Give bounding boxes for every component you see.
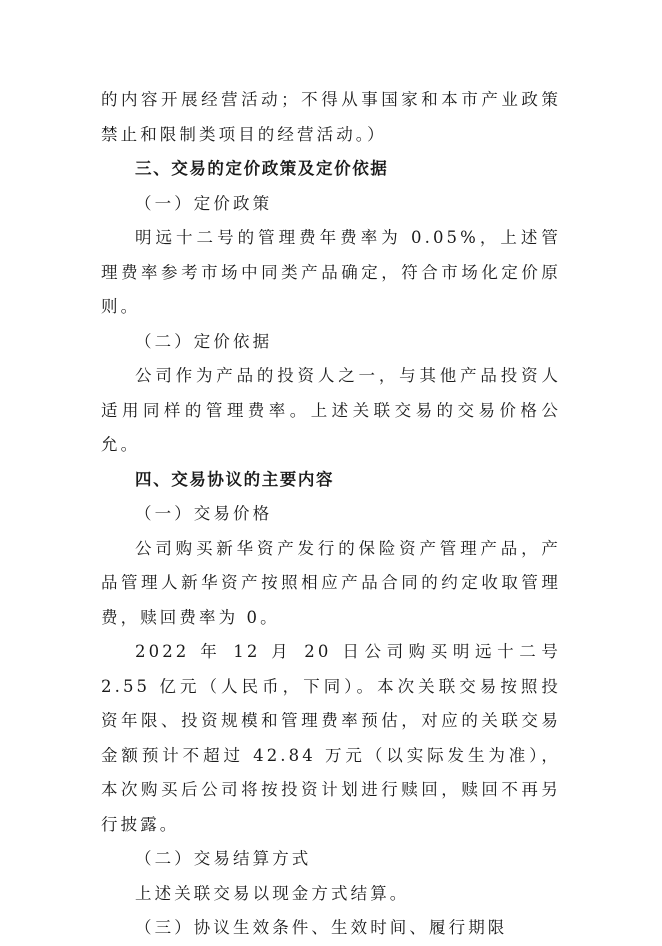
- section-3-heading: 三、交易的定价政策及定价依据: [135, 159, 389, 178]
- section-4-3-title: （三）协议生效条件、生效时间、履行期限: [135, 918, 508, 937]
- section-4-2-body: 上述关联交易以现金方式结算。: [135, 883, 410, 903]
- section-4-1-body-1: 公司购买新华资产发行的保险资产管理产品，产品管理人新华资产按照相应产品合同的约定收取管理费，赎回费率为 0。: [101, 538, 561, 627]
- section-4-2-title: （二）交易结算方式: [135, 849, 312, 868]
- continuation-paragraph: 的内容开展经营活动；不得从事国家和本市产业政策禁止和限制类项目的经营活动。）: [101, 90, 561, 144]
- document-page: [101, 83, 561, 946]
- section-3-2-body: 公司作为产品的投资人之一，与其他产品投资人适用同样的管理费率。上述关联交易的交易价格公允。: [101, 366, 561, 454]
- section-3-1-title: （一）定价政策: [135, 193, 273, 213]
- section-3-1-body: 明远十二号的管理费年费率为 0.05%，上述管理费率参考市场中同类产品确定，符合市场化定价原则。: [101, 228, 561, 316]
- section-4-heading: 四、交易协议的主要内容: [135, 469, 335, 489]
- section-4-1-body-2: 2022 年 12 月 20 日公司购买明远十二号 2.55 亿元（人民币，下同）。本次关联交易按照投资年限、投资规模和管理费率预估，对应的关联交易金额预计不超过 42.84 万元（以实际发生为准），本次购买后公司将按投资计划进行赎回，赎回不再另行披露。: [101, 642, 561, 834]
- section-4-1-title: （一）交易价格: [135, 504, 273, 523]
- section-3-2-title: （二）定价依据: [135, 331, 273, 351]
